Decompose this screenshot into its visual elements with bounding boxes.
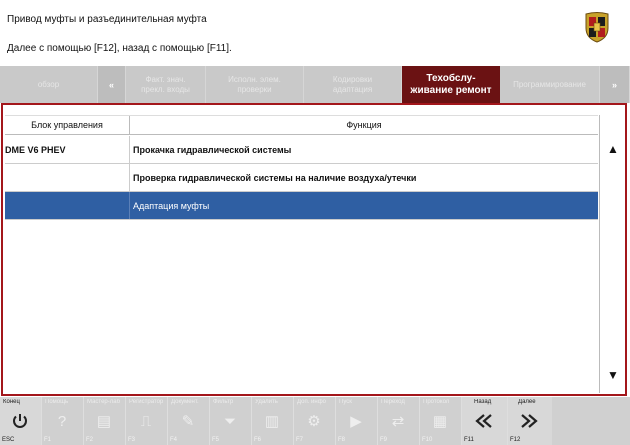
- fkey-label: Далее: [518, 399, 536, 405]
- transfer-icon: ⇄: [391, 413, 405, 430]
- fkey-code: F7: [296, 437, 304, 443]
- tab-actual-values[interactable]: Факт. знач. прекл. входы: [126, 66, 206, 103]
- tab-scroll-left[interactable]: «: [98, 66, 126, 103]
- table-body: [5, 136, 598, 220]
- triangle-down-icon[interactable]: ▼: [607, 368, 619, 382]
- edit-icon: ✎: [181, 413, 195, 430]
- tab-maintenance[interactable]: Техобслу- живание ремонт: [402, 66, 500, 103]
- fkey-label: Назад: [474, 399, 492, 405]
- forward-button[interactable]: [508, 397, 552, 445]
- fkey-code: F9: [380, 437, 388, 443]
- table-row-selected[interactable]: [5, 192, 598, 220]
- fkey-code: F8: [338, 437, 346, 443]
- transfer-button[interactable]: [378, 397, 420, 445]
- function-key-bar: [0, 397, 630, 445]
- filter-button[interactable]: [210, 397, 252, 445]
- fkey-label: Переход: [381, 399, 405, 405]
- screen-icon: ▤: [96, 413, 112, 430]
- fkey-label: Мастер-лаб: [87, 399, 121, 405]
- cell-control-unit: DME V6 PHEV: [5, 136, 130, 163]
- cell-control-unit: [5, 164, 130, 191]
- cell-function: Адаптация муфты: [133, 200, 210, 211]
- start-button[interactable]: [336, 397, 378, 445]
- play-icon: ▶: [350, 413, 362, 430]
- help-icon: ?: [57, 412, 67, 430]
- forward-icon: [518, 411, 540, 431]
- power-icon: [9, 411, 31, 431]
- tab-programming[interactable]: Программирование: [500, 66, 600, 103]
- back-button[interactable]: [462, 397, 508, 445]
- function-table-frame: [1, 103, 627, 396]
- porsche-crest-icon: [584, 11, 610, 43]
- fkey-label: Документ.: [171, 399, 199, 405]
- fkey-code: F5: [212, 437, 220, 443]
- trash-icon: ▥: [264, 413, 280, 430]
- exit-button[interactable]: [0, 397, 42, 445]
- column-header-control-unit[interactable]: Блок управления: [5, 116, 130, 134]
- fkey-label: Доп. инфо: [297, 399, 326, 405]
- table-row[interactable]: [5, 136, 598, 164]
- column-header-function[interactable]: Функция: [346, 120, 382, 130]
- fkey-label: Регистратор: [129, 399, 164, 405]
- fkey-label: Пуск: [339, 399, 352, 405]
- fkey-code: ESC: [2, 437, 15, 443]
- fkey-label: Конец: [3, 399, 20, 405]
- help-button[interactable]: [42, 397, 84, 445]
- fkey-code: F4: [170, 437, 178, 443]
- fkey-label: Помощь: [45, 399, 69, 405]
- fkey-label: Протокол: [423, 399, 450, 405]
- back-icon: [473, 411, 495, 431]
- table-header: [5, 115, 598, 135]
- recorder-button[interactable]: [126, 397, 168, 445]
- document-button[interactable]: [168, 397, 210, 445]
- screen-subtitle: Далее с помощью [F12], назад с помощью [F11].: [7, 43, 232, 54]
- tab-actuators[interactable]: Исполн. элем. проверки: [206, 66, 304, 103]
- chart-icon: ⎍: [140, 412, 152, 430]
- cell-control-unit: [5, 192, 130, 219]
- cell-function: Прокачка гидравлической системы: [133, 144, 292, 155]
- fkey-code: F11: [464, 437, 474, 443]
- triangle-up-icon[interactable]: ▲: [607, 142, 619, 156]
- fkey-code: F3: [128, 437, 136, 443]
- tab-overview[interactable]: обзор: [0, 66, 98, 103]
- table-row[interactable]: [5, 164, 598, 192]
- tab-bar: [0, 66, 630, 103]
- fkey-code: F6: [254, 437, 262, 443]
- fkey-code: F2: [86, 437, 94, 443]
- tab-scroll-right[interactable]: »: [600, 66, 630, 103]
- fkey-code: F10: [422, 437, 433, 443]
- cell-function: Проверка гидравлической системы на наличие воздуха/утечки: [133, 172, 417, 183]
- tab-coding[interactable]: Кодировки адаптация: [304, 66, 402, 103]
- fkey-label: Удалить: [255, 399, 278, 405]
- info-icon: ⚙: [307, 413, 321, 430]
- screen-title: Привод муфты и разъединительная муфта: [7, 14, 207, 25]
- vertical-scrollbar[interactable]: [599, 115, 625, 393]
- masterlab-button[interactable]: [84, 397, 126, 445]
- fkey-code: F12: [510, 437, 521, 443]
- protocol-button[interactable]: [420, 397, 462, 445]
- filter-icon: ⏷: [223, 412, 236, 430]
- document-icon: ▦: [432, 413, 448, 430]
- fkey-label: Фильтр: [213, 399, 234, 405]
- fkey-code: F1: [44, 437, 52, 443]
- delete-button[interactable]: [252, 397, 294, 445]
- info-button[interactable]: [294, 397, 336, 445]
